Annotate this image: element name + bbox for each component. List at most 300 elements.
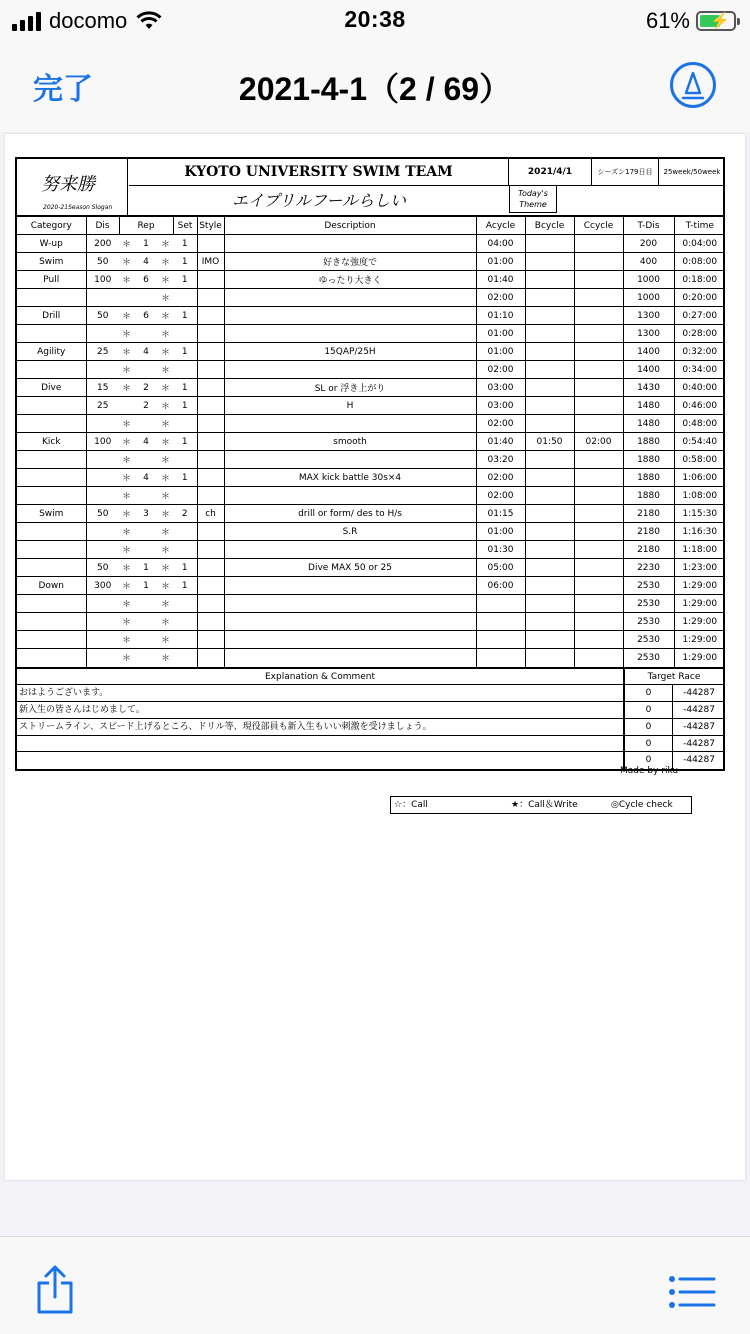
tdis-cell: 1430 (623, 379, 674, 397)
rep-cell (134, 541, 158, 559)
done-button[interactable]: 完了 (33, 72, 93, 107)
ttime-cell: 0:32:00 (674, 343, 725, 361)
rep-cell: 1 (134, 559, 158, 577)
set-cell (173, 631, 197, 649)
description-cell (224, 451, 476, 469)
description-cell (224, 487, 476, 505)
target-a: 0 (625, 752, 673, 769)
acycle-cell: 03:20 (476, 451, 525, 469)
target-a: 0 (625, 702, 673, 718)
bcycle-cell (525, 469, 574, 487)
dis-cell: 50 (86, 253, 119, 271)
practice-menu-sheet (15, 157, 725, 771)
description-cell (224, 595, 476, 613)
star-cell: ＊ (158, 577, 173, 595)
ccycle-cell (574, 379, 623, 397)
set-cell: 1 (173, 577, 197, 595)
tdis-cell: 2180 (623, 505, 674, 523)
tdis-cell: 2180 (623, 541, 674, 559)
description-cell (224, 631, 476, 649)
category-cell (17, 289, 86, 307)
nav-bar (0, 40, 750, 132)
description-cell: S.R (224, 523, 476, 541)
col-acycle: Acycle (476, 217, 525, 235)
category-cell (17, 415, 86, 433)
style-cell (197, 577, 224, 595)
tdis-cell: 1880 (623, 469, 674, 487)
rep-cell: 1 (134, 235, 158, 253)
ttime-cell: 1:18:00 (674, 541, 725, 559)
table-row (17, 559, 725, 577)
ttime-cell: 1:29:00 (674, 631, 725, 649)
ttime-cell: 0:48:00 (674, 415, 725, 433)
star-cell: ＊ (158, 469, 173, 487)
bcycle-cell (525, 577, 574, 595)
category-cell: Pull (17, 271, 86, 289)
today-theme: エイプリルフールらしい (231, 191, 407, 210)
category-cell (17, 487, 86, 505)
tdis-cell: 1480 (623, 397, 674, 415)
set-cell (173, 541, 197, 559)
tdis-cell: 1880 (623, 433, 674, 451)
acycle-cell: 02:00 (476, 487, 525, 505)
ttime-cell: 0:58:00 (674, 451, 725, 469)
style-cell (197, 415, 224, 433)
style-cell (197, 541, 224, 559)
description-cell: drill or form/ des to H/s (224, 505, 476, 523)
ccycle-cell (574, 307, 623, 325)
col-ttime: T-time (674, 217, 725, 235)
star-cell: ＊ (158, 613, 173, 631)
rep-cell: 4 (134, 253, 158, 271)
ccycle-cell (574, 451, 623, 469)
table-row (17, 613, 725, 631)
style-cell: IMO (197, 253, 224, 271)
ccycle-cell (574, 487, 623, 505)
ccycle-cell (574, 415, 623, 433)
style-cell (197, 433, 224, 451)
set-cell: 1 (173, 469, 197, 487)
explanation-box (17, 669, 625, 770)
star-cell: ＊ (119, 487, 134, 505)
category-cell (17, 451, 86, 469)
list-icon[interactable] (668, 1275, 716, 1309)
ccycle-cell (574, 253, 623, 271)
rep-cell: 4 (134, 343, 158, 361)
ttime-cell: 1:23:00 (674, 559, 725, 577)
bcycle-cell: 01:50 (525, 433, 574, 451)
ccycle-cell (574, 289, 623, 307)
table-row (17, 487, 725, 505)
target-row (625, 736, 723, 753)
table-row (17, 379, 725, 397)
star-cell: ＊ (158, 487, 173, 505)
rep-cell: 2 (134, 379, 158, 397)
table-row (17, 397, 725, 415)
legend-cycle-check: ◎Cycle check (611, 800, 673, 810)
star-cell: ＊ (119, 577, 134, 595)
ccycle-cell (574, 523, 623, 541)
set-cell: 1 (173, 397, 197, 415)
tdis-cell: 1300 (623, 325, 674, 343)
markup-pen-icon[interactable] (670, 62, 716, 108)
description-cell: 好きな強度で (224, 253, 476, 271)
ccycle-cell (574, 397, 623, 415)
target-a: 0 (625, 685, 673, 701)
category-cell (17, 469, 86, 487)
rep-cell: 4 (134, 469, 158, 487)
document-page[interactable] (5, 134, 745, 1180)
slogan: 努来勝 (41, 174, 95, 195)
target-b: -44287 (683, 721, 715, 732)
description-cell: 15QAP/25H (224, 343, 476, 361)
dis-cell: 25 (86, 343, 119, 361)
target-b: -44287 (683, 705, 715, 716)
description-cell: H (224, 397, 476, 415)
legend-call: ☆：Call (394, 800, 428, 810)
acycle-cell (476, 595, 525, 613)
category-cell (17, 649, 86, 667)
description-cell (224, 325, 476, 343)
tdis-cell: 2180 (623, 523, 674, 541)
week-count: 25week/50week (659, 159, 725, 186)
star-cell: ＊ (119, 433, 134, 451)
star-cell: ＊ (158, 415, 173, 433)
tdis-cell: 2530 (623, 631, 674, 649)
table-row (17, 253, 725, 271)
style-cell (197, 307, 224, 325)
dis-cell (86, 523, 119, 541)
style-cell (197, 559, 224, 577)
dis-cell (86, 631, 119, 649)
tdis-cell: 400 (623, 253, 674, 271)
star-cell: ＊ (119, 253, 134, 271)
set-cell (173, 415, 197, 433)
description-cell (224, 577, 476, 595)
category-cell (17, 361, 86, 379)
rep-cell (134, 649, 158, 667)
share-icon[interactable] (35, 1265, 75, 1315)
col-ccycle: Ccycle (574, 217, 623, 235)
acycle-cell (476, 613, 525, 631)
star-cell: ＊ (119, 523, 134, 541)
star-cell: ＊ (119, 415, 134, 433)
category-cell (17, 523, 86, 541)
set-cell: 1 (173, 559, 197, 577)
description-cell (224, 649, 476, 667)
table-row (17, 523, 725, 541)
acycle-cell (476, 631, 525, 649)
ccycle-cell (574, 541, 623, 559)
rep-cell: 3 (134, 505, 158, 523)
target-row (625, 702, 723, 719)
target-race-label: Target Race (647, 671, 701, 682)
star-cell: ＊ (119, 649, 134, 667)
target-b: -44287 (683, 688, 715, 699)
category-cell (17, 397, 86, 415)
tdis-cell: 1880 (623, 487, 674, 505)
comment-section (17, 667, 723, 770)
style-cell (197, 271, 224, 289)
dis-cell (86, 649, 119, 667)
acycle-cell: 01:00 (476, 523, 525, 541)
bcycle-cell (525, 271, 574, 289)
ttime-cell: 1:29:00 (674, 649, 725, 667)
set-cell (173, 325, 197, 343)
ttime-cell: 1:29:00 (674, 595, 725, 613)
set-cell: 1 (173, 307, 197, 325)
acycle-cell: 01:00 (476, 343, 525, 361)
table-row (17, 433, 725, 451)
dis-cell (86, 415, 119, 433)
sheet-header (17, 159, 723, 216)
style-cell (197, 235, 224, 253)
style-cell (197, 649, 224, 667)
tdis-cell: 1400 (623, 361, 674, 379)
star-cell: ＊ (158, 559, 173, 577)
acycle-cell: 01:00 (476, 253, 525, 271)
made-by: Made by riku (620, 766, 679, 776)
table-row (17, 469, 725, 487)
style-cell (197, 613, 224, 631)
rep-cell: 6 (134, 307, 158, 325)
col-style: Style (197, 217, 224, 235)
dis-cell: 15 (86, 379, 119, 397)
ccycle-cell: 02:00 (574, 433, 623, 451)
table-row (17, 325, 725, 343)
rep-cell: 6 (134, 271, 158, 289)
star-cell: ＊ (119, 595, 134, 613)
rep-cell (134, 361, 158, 379)
battery-percent: 61% (645, 8, 690, 33)
ccycle-cell (574, 343, 623, 361)
rep-cell (134, 631, 158, 649)
style-cell (197, 289, 224, 307)
bcycle-cell (525, 541, 574, 559)
description-cell (224, 289, 476, 307)
table-row (17, 289, 725, 307)
bcycle-cell (525, 325, 574, 343)
ccycle-cell (574, 469, 623, 487)
ttime-cell: 0:28:00 (674, 325, 725, 343)
category-cell: Swim (17, 253, 86, 271)
bcycle-cell (525, 253, 574, 271)
category-cell: Down (17, 577, 86, 595)
style-cell (197, 631, 224, 649)
dis-cell (86, 487, 119, 505)
description-cell: Dive MAX 50 or 25 (224, 559, 476, 577)
rep-cell (134, 613, 158, 631)
col-rep: Rep (119, 217, 173, 235)
description-cell (224, 235, 476, 253)
acycle-cell: 02:00 (476, 289, 525, 307)
legend-call-write: ★：Call＆Write (511, 800, 578, 810)
category-cell (17, 631, 86, 649)
target-b: -44287 (683, 755, 715, 766)
acycle-cell: 02:00 (476, 469, 525, 487)
dis-cell (86, 613, 119, 631)
star-cell: ＊ (119, 541, 134, 559)
star-cell: ＊ (119, 271, 134, 289)
bcycle-cell (525, 397, 574, 415)
dis-cell (86, 469, 119, 487)
bcycle-cell (525, 451, 574, 469)
ccycle-cell (574, 613, 623, 631)
style-cell (197, 451, 224, 469)
star-cell (119, 397, 134, 415)
ccycle-cell (574, 631, 623, 649)
star-cell: ＊ (158, 649, 173, 667)
description-cell (224, 541, 476, 559)
rep-cell: 2 (134, 397, 158, 415)
rep-cell: 4 (134, 433, 158, 451)
ccycle-cell (574, 235, 623, 253)
dis-cell (86, 451, 119, 469)
star-cell: ＊ (158, 505, 173, 523)
ttime-cell: 0:34:00 (674, 361, 725, 379)
tdis-cell: 2530 (623, 613, 674, 631)
star-cell: ＊ (119, 307, 134, 325)
description-cell: MAX kick battle 30s×4 (224, 469, 476, 487)
dis-cell (86, 361, 119, 379)
set-cell (173, 487, 197, 505)
col-dis: Dis (86, 217, 119, 235)
set-cell: 1 (173, 235, 197, 253)
acycle-cell: 02:00 (476, 361, 525, 379)
tdis-cell: 200 (623, 235, 674, 253)
ccycle-cell (574, 361, 623, 379)
bcycle-cell (525, 289, 574, 307)
ccycle-cell (574, 325, 623, 343)
slogan-box (17, 159, 128, 216)
description-cell: SL or 浮き上がり (224, 379, 476, 397)
dis-cell (86, 595, 119, 613)
document-title: 2021-4-1（2 / 69） (238, 71, 512, 107)
description-cell (224, 613, 476, 631)
description-cell (224, 415, 476, 433)
style-cell (197, 523, 224, 541)
category-cell: Kick (17, 433, 86, 451)
table-row (17, 505, 725, 523)
dis-cell (86, 289, 119, 307)
tdis-cell: 2230 (623, 559, 674, 577)
table-row (17, 595, 725, 613)
bcycle-cell (525, 631, 574, 649)
style-cell (197, 487, 224, 505)
tdis-cell: 1300 (623, 307, 674, 325)
col-category: Category (17, 217, 86, 235)
rep-cell (134, 487, 158, 505)
table-row (17, 649, 725, 667)
set-cell (173, 613, 197, 631)
target-race-header (625, 669, 723, 686)
category-cell (17, 541, 86, 559)
dis-cell (86, 325, 119, 343)
style-cell: ch (197, 505, 224, 523)
acycle-cell: 01:15 (476, 505, 525, 523)
description-cell (224, 361, 476, 379)
col-tdis: T-Dis (623, 217, 674, 235)
set-cell (173, 649, 197, 667)
bcycle-cell (525, 649, 574, 667)
dis-cell: 300 (86, 577, 119, 595)
legend-box (390, 796, 692, 814)
bcycle-cell (525, 235, 574, 253)
dis-cell: 100 (86, 433, 119, 451)
style-cell (197, 361, 224, 379)
bcycle-cell (525, 343, 574, 361)
target-a: 0 (625, 736, 673, 752)
ttime-cell: 0:54:40 (674, 433, 725, 451)
ttime-cell: 0:04:00 (674, 235, 725, 253)
practice-date: 2021/4/1 (509, 159, 592, 186)
description-cell (224, 307, 476, 325)
bcycle-cell (525, 595, 574, 613)
acycle-cell: 01:30 (476, 541, 525, 559)
set-cell (173, 523, 197, 541)
bcycle-cell (525, 523, 574, 541)
ccycle-cell (574, 505, 623, 523)
col-set: Set (173, 217, 197, 235)
set-cell: 1 (173, 379, 197, 397)
set-cell: 1 (173, 253, 197, 271)
style-cell (197, 379, 224, 397)
star-cell: ＊ (158, 343, 173, 361)
rep-cell (134, 451, 158, 469)
bcycle-cell (525, 487, 574, 505)
star-cell: ＊ (119, 235, 134, 253)
ttime-cell: 0:18:00 (674, 271, 725, 289)
dis-cell: 50 (86, 307, 119, 325)
dis-cell: 50 (86, 505, 119, 523)
ttime-cell: 0:27:00 (674, 307, 725, 325)
tdis-cell: 1400 (623, 343, 674, 361)
table-row (17, 577, 725, 595)
star-cell: ＊ (158, 253, 173, 271)
bcycle-cell (525, 307, 574, 325)
table-row (17, 415, 725, 433)
set-cell (173, 451, 197, 469)
rep-cell (134, 595, 158, 613)
star-cell (119, 289, 134, 307)
comment-line: おはようございます。 (17, 685, 623, 702)
acycle-cell: 03:00 (476, 379, 525, 397)
star-cell: ＊ (119, 361, 134, 379)
dis-cell: 25 (86, 397, 119, 415)
dis-cell: 200 (86, 235, 119, 253)
category-cell: Swim (17, 505, 86, 523)
acycle-cell: 01:10 (476, 307, 525, 325)
star-cell: ＊ (158, 397, 173, 415)
category-cell (17, 613, 86, 631)
star-cell: ＊ (119, 325, 134, 343)
practice-table (17, 216, 725, 667)
explanation-header: Explanation & Comment (17, 669, 623, 686)
category-cell: Dive (17, 379, 86, 397)
table-row (17, 361, 725, 379)
set-cell (173, 361, 197, 379)
star-cell: ＊ (158, 379, 173, 397)
ttime-cell: 0:46:00 (674, 397, 725, 415)
ttime-cell: 0:40:00 (674, 379, 725, 397)
star-cell: ＊ (119, 469, 134, 487)
carrier-name: docomo (49, 8, 128, 33)
ttime-cell: 1:08:00 (674, 487, 725, 505)
comment-line: ストリームライン、スピード上げるところ、ドリル等、現役部員も新入生もいい刺激を受けましょう。 (17, 719, 623, 736)
acycle-cell: 06:00 (476, 577, 525, 595)
target-row (625, 719, 723, 736)
target-race-box (625, 669, 723, 770)
